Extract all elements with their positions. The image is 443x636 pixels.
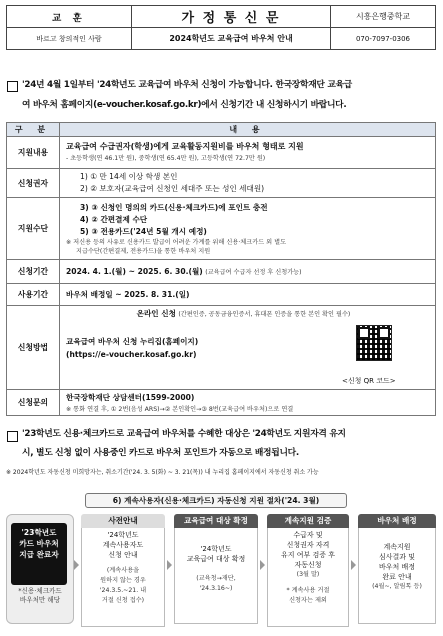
period-text: 2024. 4. 1.(월) ~ 2025. 6. 30.(월) xyxy=(66,267,203,276)
row-applicant xyxy=(60,169,436,198)
row-how xyxy=(60,306,436,390)
col-header-content: 내 용 xyxy=(60,123,436,137)
means-note: ※ 저신용 등의 사유로 신용카드 발급이 어려운 가계를 위해 신용·체크카드 외 별도 xyxy=(66,238,287,246)
step1-l3: 신청 안내 xyxy=(108,551,138,559)
flow-step-1-head: 사전안내 xyxy=(81,514,165,528)
site-name: 교육급여 바우처 신청 누리집(홈페이지) xyxy=(66,337,199,346)
flow-step-2 xyxy=(174,514,258,626)
means-note-2: 지급수단(간편결제, 전용카드)을 통한 바우처 지원 xyxy=(76,247,211,255)
col-header-category: 구 분 xyxy=(7,123,60,137)
header-table xyxy=(6,5,436,50)
means-item-2: 4) ② 간편결제 수단 xyxy=(80,214,148,224)
flow-title: 6) 계속사용자(신용·체크카드) 자동신청 지원 절차('24. 3월) xyxy=(85,493,347,508)
row-inquiry xyxy=(60,390,436,416)
row-period xyxy=(60,260,436,284)
contact-phone: 070-7097-0306 xyxy=(331,28,436,50)
inquiry-sub: ※ 통화 연결 후, ① 2번(음성 ARS)→② 본인확인→③ 8번(교육급여 바우처)으로 연결 xyxy=(66,406,294,413)
auto-apply-text xyxy=(22,425,434,463)
flow-start-label xyxy=(11,523,67,585)
step3-l5: (3월 말) xyxy=(296,571,320,578)
means-item-3: 5) ③ 전용카드('24년 5월 개시 예정) xyxy=(80,226,207,236)
row-label-period: 신청기간 xyxy=(7,260,60,284)
flow-start-caption-2: 바우처만 해당 xyxy=(19,596,61,604)
flow-step-4-body xyxy=(358,528,436,624)
means-item-1: 3) ③ 신청인 명의의 카드(신용·체크카드)에 포인트 충전 xyxy=(80,202,268,212)
arrow-right-icon xyxy=(260,560,265,570)
intro-text xyxy=(22,75,434,115)
page-title: 가 정 통 신 문 xyxy=(132,6,331,28)
flow-start-caption xyxy=(9,587,71,605)
row-label-inquiry: 신청문의 xyxy=(7,390,60,416)
step1-l5: 원하지 않는 경우 xyxy=(100,577,146,584)
row-label-means: 지원수단 xyxy=(7,198,60,260)
step3-l7: 신청자는 제외 xyxy=(289,597,327,604)
checkbox-square-icon xyxy=(7,431,18,442)
row-label-usage: 사용기간 xyxy=(7,284,60,306)
step2-l1: '24학년도 xyxy=(200,545,232,553)
step2-l4: (교육청→재단, xyxy=(196,575,236,582)
period-sub: (교육급여 수급자 선정 후 신청가능) xyxy=(205,269,302,276)
header-category: 교 훈 xyxy=(7,6,132,28)
step1-l4: (계속사용을 xyxy=(106,567,140,574)
auto-apply-line-1: '23학년도 신용·체크카드로 교육급여 바우처를 수혜한 대상은 '24학년도 지원자격 유지 xyxy=(22,429,346,439)
flow-step-3 xyxy=(267,514,349,626)
school-motto: 바르고 창의적인 사람 xyxy=(7,28,132,50)
inquiry-text: 한국장학재단 상담센터(1599-2000) xyxy=(66,393,195,402)
applicant-item-1: 1) ① 만 14세 이상 학생 본인 xyxy=(80,172,178,181)
qr-code-icon[interactable] xyxy=(356,325,392,361)
checkbox-square-icon xyxy=(7,81,18,92)
site-url[interactable]: (https://e-voucher.kosaf.go.kr) xyxy=(66,350,197,359)
step2-l2: 교육급여 대상 확정 xyxy=(186,555,246,563)
flow-step-3-head: 계속지원 검증 xyxy=(267,514,349,528)
arrow-right-icon xyxy=(74,560,79,570)
step4-l3: 바우처 배정 xyxy=(378,563,416,571)
flow-start-line-2: 카드 바우처 xyxy=(19,539,59,548)
row-label-applicant: 신청권자 xyxy=(7,169,60,198)
school-name: 시흥은행중학교 xyxy=(331,6,436,28)
online-apply-sub: (간편인증, 공동금융인증서, 휴대폰 인증을 통한 본인 확인 필수) xyxy=(178,311,351,318)
flow-step-1 xyxy=(81,514,165,626)
arrow-right-icon xyxy=(167,560,172,570)
flow-step-4 xyxy=(358,514,436,626)
step1-l1: '24학년도 xyxy=(107,531,139,539)
flow-step-4-head: 바우처 배정 xyxy=(358,514,436,528)
step1-l6: '24.3.5.~21. 내 xyxy=(99,587,147,594)
applicant-item-2: 2) ② 보호자(교육급여 신청인 세대주 또는 성인 세대원) xyxy=(80,184,265,193)
auto-apply-line-2: 시, 별도 신청 없이 사용중인 카드로 바우처 포인트가 자동으로 배정됩니다. xyxy=(22,448,299,458)
intro-line-2: 여 바우처 홈페이지(e-voucher.kosaf.go.kr)에서 신청기간 내 신청하시기 바랍니다. xyxy=(22,100,347,110)
flow-start-line-1: '23학년도 xyxy=(21,528,57,537)
flow-start-line-3: 지급 완료자 xyxy=(19,550,59,559)
flow-step-2-head: 교육급여 대상 확정 xyxy=(174,514,258,528)
step3-l1: 수급자 및 xyxy=(293,531,323,539)
step2-l5: '24.3.16~) xyxy=(199,585,233,592)
intro-line-1: '24년 4월 1일부터 '24학년도 교육급여 바우처 신청이 가능합니다. 한국장학재단 교육급 xyxy=(22,80,352,90)
step3-l2: 신청권자 자격 xyxy=(286,541,330,549)
cancel-note: ※ 2024학년도 자동신청 미희망자는, 취소기간('24. 3. 5(화) ~ 3. 21(목)) 내 누리집 홈페이지에서 자동신청 취소 가능 xyxy=(6,469,319,476)
step3-l4: 자동신청 xyxy=(294,561,322,569)
step1-l7: 거절 신청 접수) xyxy=(101,597,145,604)
online-apply: 온라인 신청 xyxy=(136,309,176,318)
flow-start-caption-1: *신용·체크카드 xyxy=(18,587,62,595)
step3-l6: * 계속사용 거절 xyxy=(286,587,330,594)
flow-step-2-body xyxy=(174,528,258,624)
row-label-how: 신청방법 xyxy=(7,306,60,390)
step4-l2: 심사결과 및 xyxy=(378,553,416,561)
info-table xyxy=(6,122,436,416)
step4-l1: 계속지원 xyxy=(383,543,411,551)
content-main: 교육급여 수급권자(학생)에게 교육활동지원비를 바우처 형태로 지원 xyxy=(66,141,304,151)
qr-caption: <신청 QR 코드> xyxy=(342,377,396,385)
row-means xyxy=(60,198,436,260)
content-sub: - 초등학생(연 46.1만 원), 중학생(연 65.4만 원), 고등학생(연 72.7만 원) xyxy=(66,154,266,162)
row-content xyxy=(60,137,436,169)
step1-l2: 계속사용자도 xyxy=(102,541,144,549)
arrow-right-icon xyxy=(351,560,356,570)
row-label-content: 지원내용 xyxy=(7,137,60,169)
notice-subject: 2024학년도 교육급여 바우처 안내 xyxy=(132,28,331,50)
step4-l4: 완료 안내 xyxy=(382,573,412,581)
step3-l3: 유지 여부 검증 후 xyxy=(280,551,335,559)
flow-step-3-body xyxy=(267,528,349,627)
flow-step-1-body xyxy=(81,528,165,627)
usage-text: 바우처 배정일 ~ 2025. 8. 31.(일) xyxy=(60,284,436,306)
step4-l5: (4월~, 알림톡 등) xyxy=(372,583,422,590)
flow-start-box xyxy=(6,514,74,624)
